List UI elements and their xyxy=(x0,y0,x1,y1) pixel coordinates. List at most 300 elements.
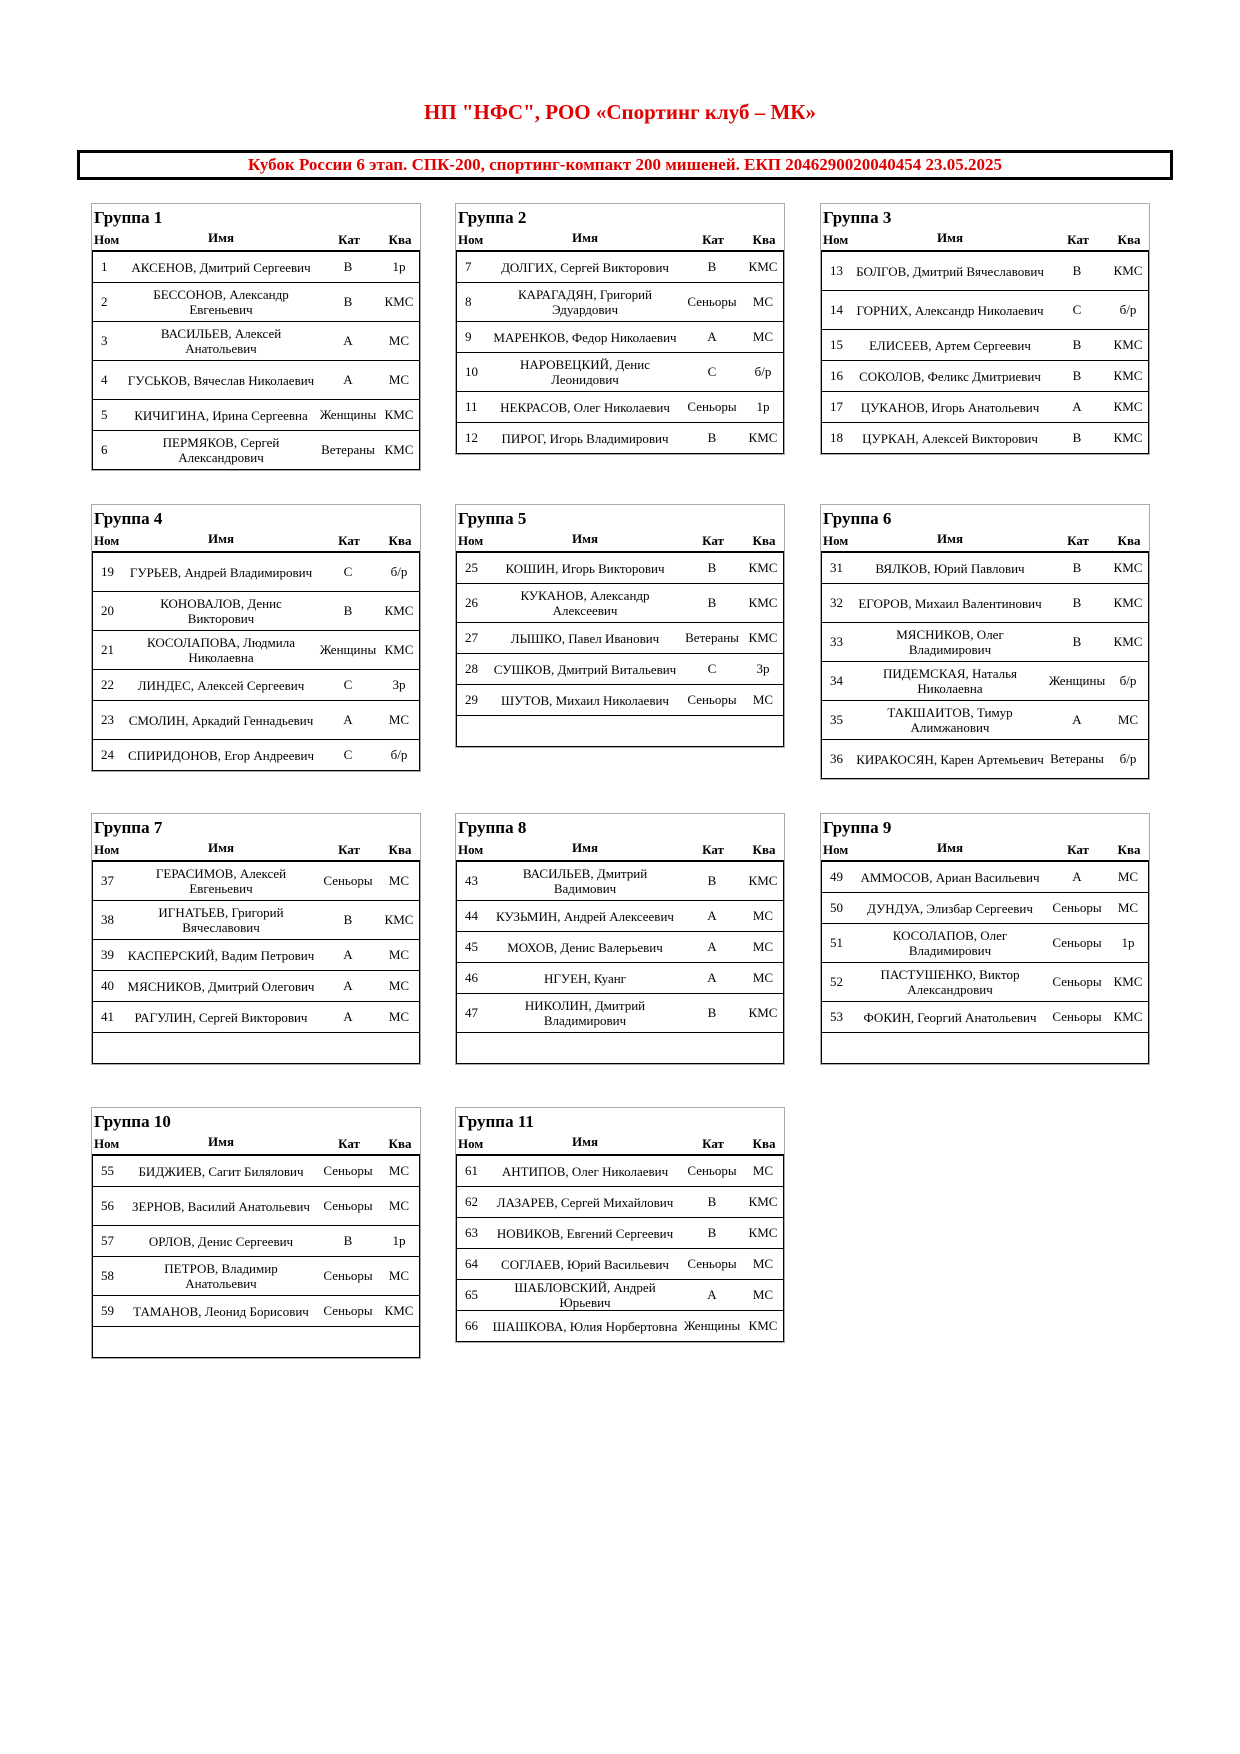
participant-number: 63 xyxy=(465,1225,478,1240)
table-row xyxy=(92,971,420,1002)
participant-qualification: 3р xyxy=(392,677,406,692)
table-header xyxy=(92,531,420,553)
participant-category: A xyxy=(707,329,717,344)
participant-qualification: КМС xyxy=(748,259,778,274)
table-row xyxy=(821,740,1149,779)
table-row xyxy=(92,252,420,283)
participant-qualification: МС xyxy=(752,1163,774,1178)
table-row xyxy=(92,1187,420,1226)
participant-name: ИГНАТЬЕВ, Григорий Вячеславович xyxy=(158,905,284,935)
participant-name: ГУСЬКОВ, Вячеслав Николаевич xyxy=(127,372,315,388)
participant-qualification: б/р xyxy=(1119,751,1137,766)
participant-qualification: КМС xyxy=(1113,368,1143,383)
header-cat: Кат xyxy=(338,533,360,548)
empty-row xyxy=(456,1033,784,1064)
participant-number: 34 xyxy=(830,673,843,688)
participant-category: A xyxy=(343,333,353,348)
participant-name: КАСПЕРСКИЙ, Вадим Петрович xyxy=(127,947,315,963)
table-row xyxy=(456,994,784,1033)
participant-name: ГЕРАСИМОВ, Алексей Евгеньевич xyxy=(155,866,287,896)
table-row xyxy=(92,1257,420,1296)
header-num: Ном xyxy=(458,533,484,548)
table-row xyxy=(92,901,420,940)
participant-qualification: МС xyxy=(1117,869,1139,884)
participant-name: ШАБЛОВСКИЙ, Андрей Юрьевич xyxy=(514,1280,656,1310)
participant-category: A xyxy=(707,939,717,954)
table-row xyxy=(821,553,1149,584)
group-title: Группа 1 xyxy=(94,208,163,227)
participant-name: ПАСТУШЕНКО, Виктор Александрович xyxy=(880,967,1020,997)
page-title: НП "НФС", РОО «Спортинг клуб – МК» xyxy=(423,100,817,124)
participant-name: НГУЕН, Куанг xyxy=(543,970,627,986)
table-row xyxy=(456,322,784,353)
participant-name: МЯСНИКОВ, Дмитрий Олегович xyxy=(127,978,315,994)
participant-number: 47 xyxy=(465,1005,478,1020)
header-name: Имя xyxy=(937,531,963,546)
participant-qualification: б/р xyxy=(1119,673,1137,688)
header-name: Имя xyxy=(572,840,598,855)
header-num: Ном xyxy=(823,232,849,247)
participant-qualification: 1р xyxy=(756,399,770,414)
table-row xyxy=(456,932,784,963)
participant-category: A xyxy=(1072,869,1082,884)
participant-number: 4 xyxy=(101,372,108,387)
participant-qualification: МС xyxy=(388,712,410,727)
group-table xyxy=(820,203,1150,455)
participant-number: 29 xyxy=(465,692,478,707)
participant-name: КОСОЛАПОВА, Людмила Николаевна xyxy=(147,635,295,665)
participant-name: ПЕРМЯКОВ, Сергей Александрович xyxy=(162,435,280,465)
participant-name: ВАСИЛЬЕВ, Дмитрий Вадимович xyxy=(522,866,648,896)
group-table xyxy=(820,504,1150,780)
participant-category: C xyxy=(343,677,353,692)
empty-row xyxy=(92,1327,420,1358)
header-cat: Кат xyxy=(1067,842,1089,857)
participant-category: Сеньоры xyxy=(1052,900,1102,915)
participant-number: 37 xyxy=(101,873,114,888)
participant-name: ПЕТРОВ, Владимир Анатольевич xyxy=(164,1261,278,1291)
group-title: Группа 5 xyxy=(458,509,527,528)
participant-category: A xyxy=(343,1009,353,1024)
participant-category: B xyxy=(1072,430,1082,445)
header-kva: Ква xyxy=(1117,232,1141,247)
table-row xyxy=(821,701,1149,740)
participant-number: 58 xyxy=(101,1268,114,1283)
participant-name: НОВИКОВ, Евгений Сергеевич xyxy=(496,1225,674,1241)
header-num: Ном xyxy=(823,842,849,857)
header-cat: Кат xyxy=(702,232,724,247)
participant-name: АММОСОВ, Ариан Васильевич xyxy=(860,869,1040,885)
participant-qualification: МС xyxy=(752,1256,774,1271)
participant-name: МОХОВ, Денис Валерьевич xyxy=(507,939,663,955)
table-row xyxy=(92,862,420,901)
participant-name: ОРЛОВ, Денис Сергеевич xyxy=(148,1233,294,1249)
header-cat: Кат xyxy=(702,533,724,548)
participant-number: 65 xyxy=(465,1287,478,1302)
participant-number: 19 xyxy=(101,564,114,579)
table-row xyxy=(456,252,784,283)
table-row xyxy=(92,1296,420,1327)
group-title: Группа 7 xyxy=(94,818,163,837)
participant-category: B xyxy=(707,595,717,610)
table-row xyxy=(92,361,420,400)
empty-row xyxy=(456,716,784,747)
participant-name: ЛАЗАРЕВ, Сергей Михайлович xyxy=(496,1194,674,1210)
participant-category: B xyxy=(707,1194,717,1209)
participant-number: 21 xyxy=(101,642,114,657)
table-row xyxy=(821,963,1149,1002)
participant-qualification: КМС xyxy=(748,595,778,610)
participant-name: ФОКИН, Георгий Анатольевич xyxy=(863,1009,1037,1025)
participant-qualification: КМС xyxy=(1113,430,1143,445)
participant-category: B xyxy=(707,560,717,575)
table-row xyxy=(821,893,1149,924)
participant-number: 2 xyxy=(101,294,108,309)
participant-number: 28 xyxy=(465,661,478,676)
participant-number: 35 xyxy=(830,712,843,727)
participant-number: 12 xyxy=(465,430,478,445)
participant-number: 57 xyxy=(101,1233,114,1248)
participant-name: КИЧИГИНА, Ирина Сергеевна xyxy=(134,407,308,423)
participant-number: 20 xyxy=(101,603,114,618)
table-row xyxy=(92,740,420,771)
participant-name: МЯСНИКОВ, Олег Владимирович xyxy=(896,627,1004,657)
participant-qualification: МС xyxy=(752,692,774,707)
group-table xyxy=(820,813,1150,1065)
participant-category: C xyxy=(707,364,717,379)
participant-number: 9 xyxy=(465,329,472,344)
table-row xyxy=(92,701,420,740)
header-kva: Ква xyxy=(752,533,776,548)
header-kva: Ква xyxy=(752,232,776,247)
participant-qualification: МС xyxy=(388,1009,410,1024)
participant-category: B xyxy=(343,259,353,274)
group-table xyxy=(91,504,421,772)
participant-name: ЕЛИСЕЕВ, Артем Сергеевич xyxy=(869,337,1031,353)
table-row xyxy=(821,392,1149,423)
participant-number: 24 xyxy=(101,747,114,762)
header-num: Ном xyxy=(458,1136,484,1151)
participant-number: 38 xyxy=(101,912,114,927)
group-title: Группа 8 xyxy=(458,818,527,837)
participant-number: 59 xyxy=(101,1303,114,1318)
table-row xyxy=(92,283,420,322)
participant-qualification: 1р xyxy=(392,1233,406,1248)
header-kva: Ква xyxy=(388,842,412,857)
table-row xyxy=(92,1226,420,1257)
participant-category: Ветераны xyxy=(685,630,739,645)
table-header xyxy=(456,1134,784,1156)
group-table xyxy=(91,1107,421,1359)
header-num: Ном xyxy=(94,232,120,247)
participant-name: СМОЛИН, Аркадий Геннадьевич xyxy=(128,712,314,728)
participant-qualification: 1р xyxy=(392,259,406,274)
participant-number: 55 xyxy=(101,1163,114,1178)
participant-qualification: КМС xyxy=(1113,337,1143,352)
participant-qualification: КМС xyxy=(384,294,414,309)
participant-category: C xyxy=(1072,302,1082,317)
participant-number: 25 xyxy=(465,560,478,575)
participant-number: 45 xyxy=(465,939,478,954)
header-name: Имя xyxy=(937,230,963,245)
header-name: Имя xyxy=(208,1134,234,1149)
group-table xyxy=(455,203,785,455)
participant-qualification: КМС xyxy=(748,1005,778,1020)
participant-category: A xyxy=(707,970,717,985)
participant-name: КОНОВАЛОВ, Денис Викторович xyxy=(160,596,282,626)
group-title: Группа 3 xyxy=(823,208,892,227)
participant-qualification: МС xyxy=(388,1198,410,1213)
participant-number: 6 xyxy=(101,442,108,457)
participant-category: B xyxy=(707,1225,717,1240)
participant-number: 46 xyxy=(465,970,478,985)
participant-qualification: МС xyxy=(388,372,410,387)
table-header xyxy=(92,840,420,862)
participant-category: Сеньоры xyxy=(687,399,737,414)
table-row xyxy=(456,1187,784,1218)
header-num: Ном xyxy=(94,1136,120,1151)
participant-name: БОЛГОВ, Дмитрий Вячеславович xyxy=(856,263,1044,279)
header-num: Ном xyxy=(823,533,849,548)
participant-category: Сеньоры xyxy=(323,873,373,888)
participant-number: 40 xyxy=(101,978,114,993)
participant-number: 62 xyxy=(465,1194,478,1209)
participant-category: B xyxy=(707,873,717,888)
table-row xyxy=(92,400,420,431)
participant-number: 16 xyxy=(830,368,843,383)
participant-name: ВЯЛКОВ, Юрий Павлович xyxy=(875,560,1025,576)
participant-qualification: КМС xyxy=(748,1225,778,1240)
participant-number: 5 xyxy=(101,407,108,422)
participant-category: Сеньоры xyxy=(323,1198,373,1213)
table-row xyxy=(456,1249,784,1280)
participant-name: КОШИН, Игорь Викторович xyxy=(505,560,665,576)
participant-number: 64 xyxy=(465,1256,478,1271)
participant-category: A xyxy=(343,372,353,387)
participant-name: ВАСИЛЬЕВ, Алексей Анатольевич xyxy=(160,326,282,356)
header-kva: Ква xyxy=(388,533,412,548)
participant-number: 52 xyxy=(830,974,843,989)
participant-qualification: МС xyxy=(388,873,410,888)
participant-number: 56 xyxy=(101,1198,114,1213)
table-row xyxy=(456,353,784,392)
participant-name: СПИРИДОНОВ, Егор Андреевич xyxy=(127,747,315,763)
participant-number: 15 xyxy=(830,337,843,352)
participant-category: A xyxy=(343,947,353,962)
group-title: Группа 6 xyxy=(823,509,892,528)
table-row xyxy=(821,330,1149,361)
participant-qualification: КМС xyxy=(384,1303,414,1318)
participant-number: 10 xyxy=(465,364,478,379)
header-cat: Кат xyxy=(338,232,360,247)
participant-qualification: КМС xyxy=(1113,399,1143,414)
header-cat: Кат xyxy=(702,1136,724,1151)
participant-qualification: КМС xyxy=(1113,1009,1143,1024)
participant-qualification: б/р xyxy=(390,747,408,762)
event-title: Кубок России 6 этап. СПК-200, спортинг-компакт 200 мишеней. ЕКП 2046290020040454 23.05.2025 xyxy=(77,150,1173,180)
participant-qualification: МС xyxy=(388,333,410,348)
table-row xyxy=(92,631,420,670)
participant-name: ЛИНДЕС, Алексей Сергеевич xyxy=(137,677,305,693)
participant-category: A xyxy=(707,908,717,923)
participant-number: 53 xyxy=(830,1009,843,1024)
participant-name: КАРАГАДЯН, Григорий Эдуардович xyxy=(517,287,652,317)
table-row xyxy=(456,654,784,685)
participant-number: 23 xyxy=(101,712,114,727)
header-num: Ном xyxy=(458,232,484,247)
table-row xyxy=(456,1311,784,1342)
participant-name: КИРАКОСЯН, Карен Артемьевич xyxy=(856,751,1044,767)
participant-category: B xyxy=(1072,337,1082,352)
table-row xyxy=(456,862,784,901)
table-row xyxy=(456,685,784,716)
participant-number: 22 xyxy=(101,677,114,692)
header-name: Имя xyxy=(572,531,598,546)
header-kva: Ква xyxy=(1117,842,1141,857)
table-header xyxy=(821,531,1149,553)
participant-qualification: КМС xyxy=(748,1318,778,1333)
participant-category: Ветераны xyxy=(321,442,375,457)
participant-category: C xyxy=(707,661,717,676)
participant-qualification: КМС xyxy=(1113,263,1143,278)
participant-category: Сеньоры xyxy=(687,692,737,707)
participant-number: 41 xyxy=(101,1009,114,1024)
header-cat: Кат xyxy=(1067,533,1089,548)
table-header xyxy=(92,1134,420,1156)
participant-qualification: КМС xyxy=(1113,974,1143,989)
header-name: Имя xyxy=(208,230,234,245)
participant-category: Женщины xyxy=(319,642,377,657)
participant-category: B xyxy=(343,912,353,927)
participant-name: ШАШКОВА, Юлия Норбертовна xyxy=(492,1318,678,1334)
group-title: Группа 4 xyxy=(94,509,163,528)
participant-name: ЛЫШКО, Павел Иванович xyxy=(510,630,660,646)
header-name: Имя xyxy=(208,840,234,855)
participant-name: АКСЕНОВ, Дмитрий Сергеевич xyxy=(131,259,311,275)
participant-category: C xyxy=(343,564,353,579)
participant-category: B xyxy=(343,603,353,618)
table-row xyxy=(92,670,420,701)
table-header xyxy=(92,230,420,252)
header-kva: Ква xyxy=(1117,533,1141,548)
table-row xyxy=(92,553,420,592)
participant-number: 39 xyxy=(101,947,114,962)
participant-category: B xyxy=(1072,634,1082,649)
participant-number: 66 xyxy=(465,1318,478,1333)
participant-category: Сеньоры xyxy=(1052,935,1102,950)
participant-qualification: МС xyxy=(752,970,774,985)
participant-name: АНТИПОВ, Олег Николаевич xyxy=(501,1163,669,1179)
participant-category: B xyxy=(707,259,717,274)
participant-category: A xyxy=(707,1287,717,1302)
participant-category: Сеньоры xyxy=(323,1163,373,1178)
participant-qualification: МС xyxy=(1117,712,1139,727)
participant-number: 14 xyxy=(830,302,843,317)
participant-number: 11 xyxy=(465,399,478,414)
participant-name: ЕГОРОВ, Михаил Валентинович xyxy=(858,595,1042,611)
participant-name: РАГУЛИН, Сергей Викторович xyxy=(134,1009,308,1025)
participant-name: СУШКОВ, Дмитрий Витальевич xyxy=(493,661,677,677)
participant-name: ГОРНИХ, Александр Николаевич xyxy=(856,302,1044,318)
participant-qualification: КМС xyxy=(1113,560,1143,575)
table-row xyxy=(821,252,1149,291)
participant-category: Женщины xyxy=(319,407,377,422)
participant-number: 36 xyxy=(830,751,843,766)
participant-number: 8 xyxy=(465,294,472,309)
group-title: Группа 10 xyxy=(94,1112,171,1131)
participant-number: 32 xyxy=(830,595,843,610)
participant-qualification: МС xyxy=(752,329,774,344)
participant-category: Ветераны xyxy=(1050,751,1104,766)
table-row xyxy=(456,1280,784,1311)
group-table xyxy=(455,1107,785,1343)
participant-name: ГУРЬЕВ, Андрей Владимирович xyxy=(129,564,313,580)
participant-number: 13 xyxy=(830,263,843,278)
participant-name: ПИДЕМСКАЯ, Наталья Николаевна xyxy=(883,666,1017,696)
header-cat: Кат xyxy=(338,1136,360,1151)
participant-category: B xyxy=(1072,595,1082,610)
participant-category: Сеньоры xyxy=(687,1163,737,1178)
participant-category: Сеньоры xyxy=(687,1256,737,1271)
participant-category: B xyxy=(343,294,353,309)
participant-category: Сеньоры xyxy=(1052,1009,1102,1024)
participant-number: 3 xyxy=(101,333,108,348)
table-row xyxy=(821,361,1149,392)
participant-name: ШУТОВ, Михаил Николаевич xyxy=(501,692,669,708)
participant-category: B xyxy=(707,1005,717,1020)
participant-number: 27 xyxy=(465,630,478,645)
participant-category: A xyxy=(343,712,353,727)
participant-category: B xyxy=(707,430,717,445)
header-kva: Ква xyxy=(752,1136,776,1151)
header-cat: Кат xyxy=(338,842,360,857)
participant-number: 43 xyxy=(465,873,478,888)
group-table xyxy=(91,203,421,471)
participant-number: 7 xyxy=(465,259,472,274)
participant-category: B xyxy=(343,1233,353,1248)
group-table xyxy=(455,504,785,748)
table-row xyxy=(821,662,1149,701)
table-header xyxy=(456,531,784,553)
participant-qualification: КМС xyxy=(748,430,778,445)
header-num: Ном xyxy=(458,842,484,857)
header-num: Ном xyxy=(94,533,120,548)
header-name: Имя xyxy=(208,531,234,546)
participant-qualification: МС xyxy=(752,294,774,309)
table-row xyxy=(92,592,420,631)
participant-qualification: КМС xyxy=(748,873,778,888)
participant-name: БЕССОНОВ, Александр Евгеньевич xyxy=(153,287,289,317)
participant-name: ПИРОГ, Игорь Владимирович xyxy=(501,430,669,446)
participant-qualification: КМС xyxy=(748,1194,778,1209)
header-num: Ном xyxy=(94,842,120,857)
empty-row xyxy=(92,1033,420,1064)
group-table xyxy=(455,813,785,1065)
participant-qualification: КМС xyxy=(1113,595,1143,610)
participant-number: 18 xyxy=(830,430,843,445)
participant-qualification: КМС xyxy=(384,642,414,657)
participant-number: 33 xyxy=(830,634,843,649)
participant-qualification: б/р xyxy=(754,364,772,379)
participant-category: A xyxy=(343,978,353,993)
participant-name: СОГЛАЕВ, Юрий Васильевич xyxy=(501,1256,669,1272)
table-row xyxy=(456,423,784,454)
header-name: Имя xyxy=(572,230,598,245)
table-row xyxy=(456,392,784,423)
header-kva: Ква xyxy=(388,232,412,247)
participant-name: ТАМАНОВ, Леонид Борисович xyxy=(133,1303,309,1319)
participant-qualification: КМС xyxy=(384,407,414,422)
